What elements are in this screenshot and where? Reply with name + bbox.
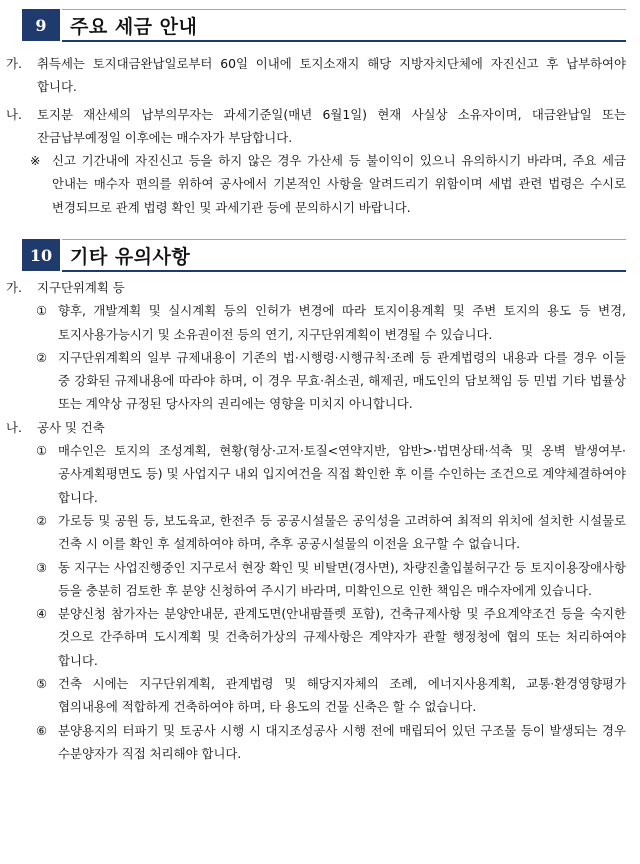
section-body <box>0 276 640 765</box>
section-number-badge: 10 <box>22 239 60 271</box>
item-text: 동 지구는 사업진행중인 지구로서 현장 확인 및 비탈면(경사면), 차량진출입불허구간 등 토지이용장애사항 등을 충분히 검토한 후 분양 신청하여 주시기 바라며, 미확인으로 인한 책임은 매수자에게 있습니다. <box>58 559 626 598</box>
list-item <box>0 602 640 672</box>
item-marker: ③ <box>36 559 48 575</box>
section-tax-guide <box>0 6 640 219</box>
item-text: 분양신청 참가자는 분양안내문, 관계도면(안내팜플렛 포함), 건축규제사항 및 주요계약조건 등을 숙지한 것으로 간주하며 도시계획 및 건축허가상의 규제사항은 계약자가 관할 행정청에 협의 또는 처리하여야 합니다. <box>58 606 626 668</box>
note-item <box>0 149 640 219</box>
section-number-badge: 9 <box>22 9 60 41</box>
item-text: 토지분 재산세의 납부의무자는 과세기준일(매년 6월1일) 현재 사실상 소유자이며, 대금완납일 또는 잔금납부예정일 이후에는 매수자가 부담합니다. <box>37 106 626 145</box>
item-text: 취득세는 토지대금완납일로부터 60일 이내에 토지소재지 해당 지방자치단체에 자진신고 후 납부하여야 합니다. <box>37 56 626 95</box>
item-marker: ② <box>36 512 48 528</box>
item-marker: ⑤ <box>36 676 48 692</box>
list-item <box>0 346 640 416</box>
item-text: 매수인은 토지의 조성계획, 현황(형상·고저·토질<연약지반, 암반>·법면상태·석축 및 옹벽 발생여부·공사계획평면도 등) 및 사업지구 내외 입지여건을 직접 확인한 후 이를 수인하는 조건으로 계약체결하여야 합니다. <box>58 443 626 505</box>
item-marker: ④ <box>36 606 48 622</box>
item-text: 가로등 및 공원 등, 보도육교, 한전주 등 공공시설물은 공익성을 고려하여 최적의 위치에 설치한 시설물로 건축 시 이를 확인 후 설계하여야 하며, 추후 공공시설물의 이전을 요구할 수 없습니다. <box>58 512 626 552</box>
list-item <box>0 299 640 346</box>
list-item <box>0 103 640 150</box>
item-text: 건축 시에는 지구단위계획, 관계법령 및 해당지자체의 조례, 에너지사용계획, 교통·환경영향평가 협의내용에 적합하게 건축하여야 하며, 타 용도의 건물 신축은 할 수 없습니다. <box>58 676 626 715</box>
item-text: 지구단위계획의 일부 규제내용이 기존의 법·시행령·시행규칙·조례 등 관계법령의 내용과 다를 경우 이들 중 강화된 규제내용에 따라야 하며, 이 경우 무효·취소권, 해제권, 매도인의 담보책임 등 민법 기타 법률상 또는 계약상 규정된 당사자의 권리에는 영향을 미치지 아니합니다. <box>58 349 626 412</box>
group-label: 지구단위계획 등 <box>37 280 125 295</box>
group-heading <box>0 276 640 299</box>
list-item <box>0 439 640 509</box>
group-marker: 나. <box>6 419 22 435</box>
title-underline <box>62 40 626 42</box>
item-text: 분양용지의 터파기 및 토공사 시행 시 대지조성공사 시행 전에 매립되어 있던 구조물 등이 발생되는 경우 수분양자가 직접 처리해야 합니다. <box>58 722 626 761</box>
item-marker: ① <box>36 443 48 459</box>
section-header <box>0 6 640 42</box>
list-item <box>0 52 640 99</box>
section-header <box>0 236 640 272</box>
group-label: 공사 및 건축 <box>37 419 105 435</box>
list-item <box>0 509 640 556</box>
section-body <box>0 52 640 219</box>
item-marker: 가. <box>6 56 22 71</box>
group-heading <box>0 416 640 439</box>
section-title: 주요 세금 안내 <box>70 16 198 38</box>
item-marker: ① <box>36 303 48 319</box>
list-item <box>0 672 640 719</box>
item-marker: ② <box>36 349 48 365</box>
title-top-rule <box>62 9 626 10</box>
title-underline <box>62 270 626 272</box>
section-other-notes <box>0 236 640 765</box>
note-text: 신고 기간내에 자진신고 등을 하지 않은 경우 가산세 등 불이익이 있으니 유의하시기 바라며, 주요 세금 안내는 매수자 편의를 위하여 공사에서 기본적인 사항을 알려드리기 위함이며 세법 관련 법령은 수시로 변경되므로 관계 법령 확인 및 과세기관 등에 문의하시기 바랍니다. <box>52 153 626 215</box>
section-title: 기타 유의사항 <box>70 246 191 268</box>
item-marker: 나. <box>6 106 22 122</box>
list-item <box>0 556 640 603</box>
item-text: 향후, 개발계획 및 실시계획 등의 인허가 변경에 따라 토지이용계획 및 주변 토지의 용도 등 변경, 토지사용가능시기 및 소유권이전 등의 연기, 지구단위계획이 변경될 수 있습니다. <box>58 303 626 342</box>
title-top-rule <box>62 239 626 240</box>
group-marker: 가. <box>6 280 22 295</box>
item-marker: ⑥ <box>36 722 48 738</box>
note-marker: ※ <box>30 153 41 169</box>
list-item <box>0 719 640 766</box>
